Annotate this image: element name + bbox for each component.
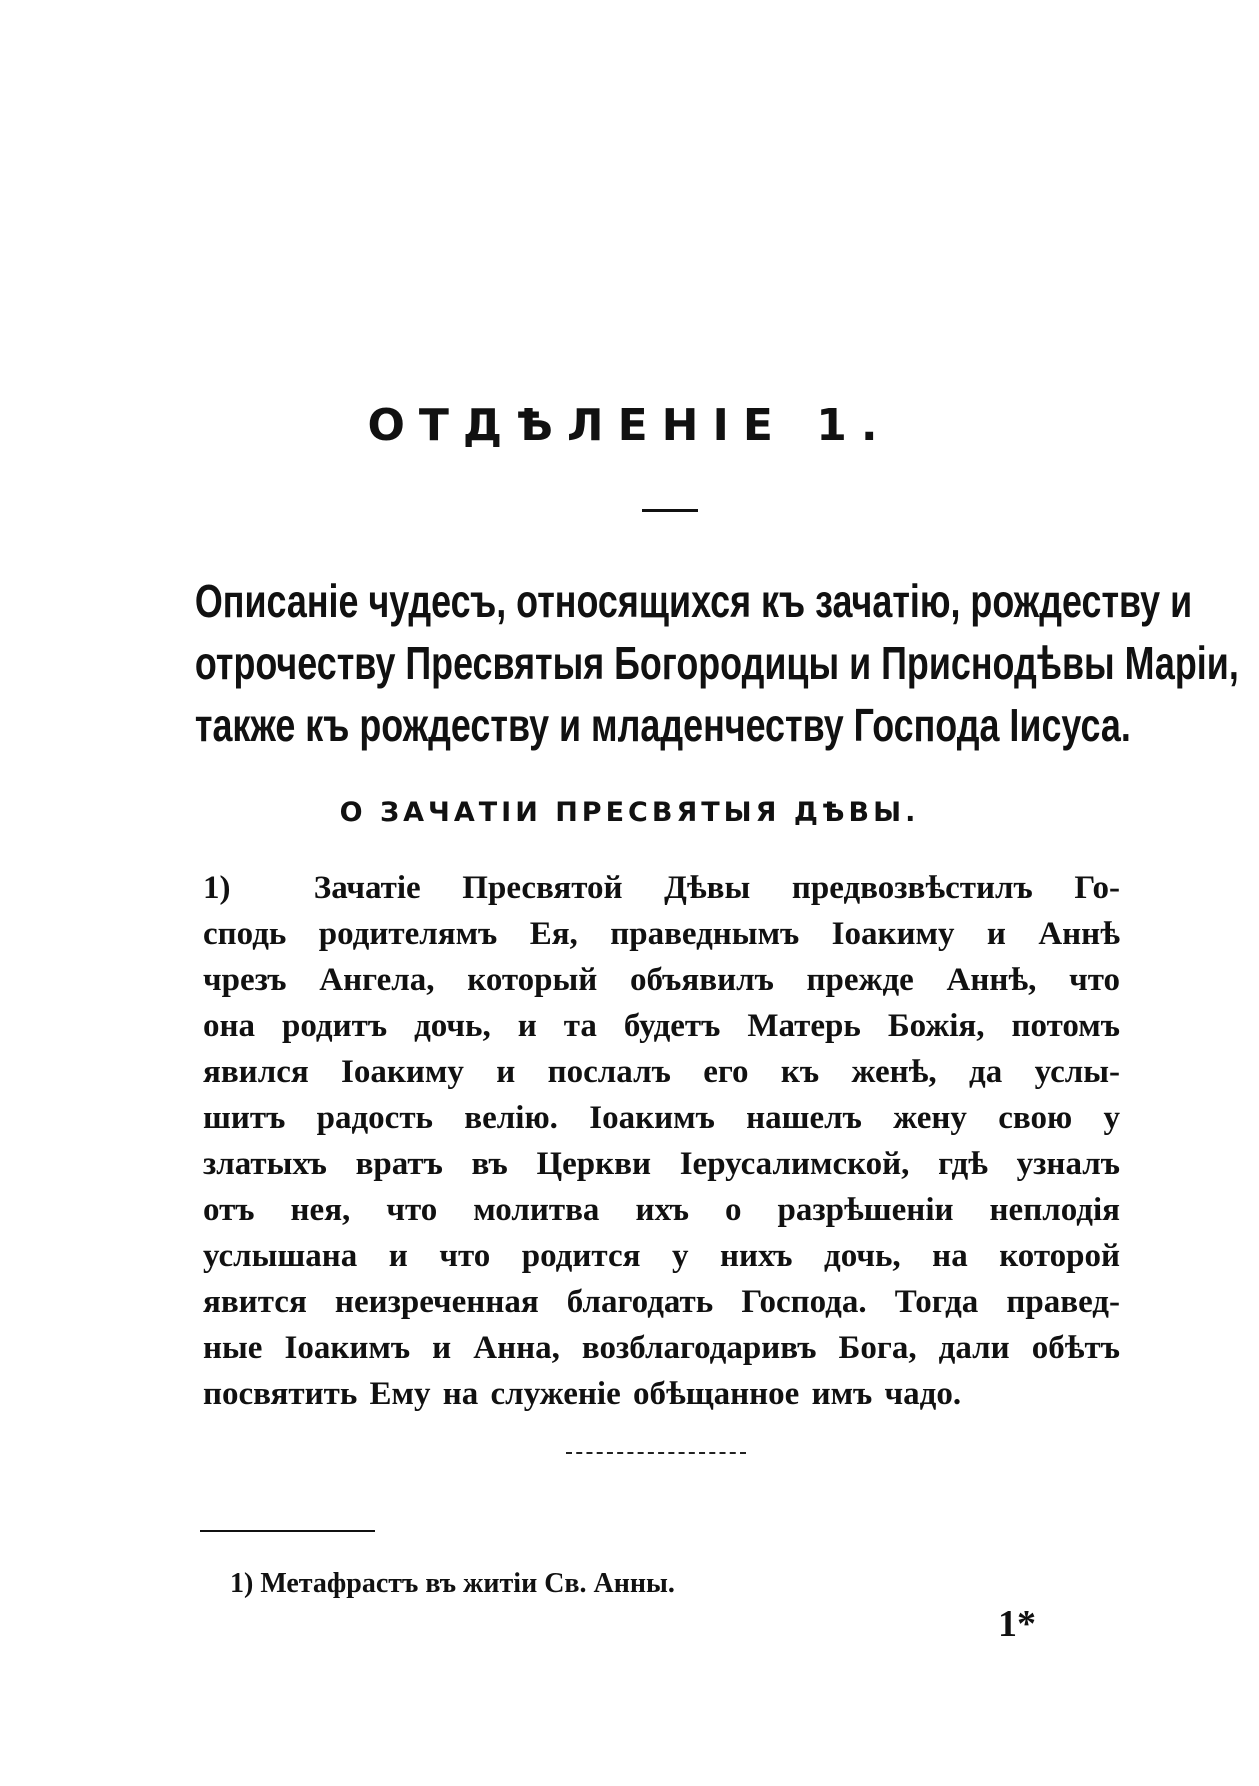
paragraph-line: явится неизреченная благодать Господа. Тогда правед- [203,1284,1120,1320]
footnote-rule [200,1530,375,1532]
paragraph-line: чрезъ Ангела, который объявилъ прежде Аннѣ, что [203,962,1120,998]
body-paragraph [203,865,1120,1417]
title-line: отрочеству Пресвятыя Богородицы и Приснодѣвы Маріи, [194,637,1239,689]
printer-signature: 1* [998,1603,1036,1645]
paragraph-line: отъ нея, что молитва ихъ о разрѣшеніи неплодія [203,1192,1120,1228]
section-heading: ОТДѢЛЕНІЕ 1. [367,400,892,451]
paragraph-line: услышана и что родится у нихъ дочь, на которой [203,1238,1120,1274]
paragraph-line: златыхъ вратъ въ Церкви Іерусалимской, гдѣ узналъ [203,1146,1120,1182]
paragraph-line: она родитъ дочь, и та будетъ Матерь Божія, потомъ [203,1008,1120,1044]
paragraph-line: посвятить Ему на служеніе обѣщанное имъ чадо. [203,1376,962,1412]
end-divider [566,1452,746,1454]
title-line: Описаніе чудесъ, относящихся къ зачатію, рождеству и [194,575,1193,627]
paragraph-line-text: Зачатіе Пресвятой Дѣвы предвозвѣстилъ Го- [313,870,1121,906]
title-line: также къ рождеству и младенчеству Господа Іисуса. [194,699,1131,751]
footnote: 1) Метафрастъ въ житіи Св. Анны. [230,1568,675,1599]
subheading: О ЗАЧАТІИ ПРЕСВЯТЫЯ ДѢВЫ. [339,797,920,828]
paragraph-line: ные Іоакимъ и Анна, возблагодаривъ Бога, дали обѣтъ [203,1330,1120,1366]
paragraph-line: сподь родителямъ Ея, праведнымъ Іоакиму и Аннѣ [203,916,1120,952]
main-title [194,570,1239,756]
title-divider [642,509,698,512]
footnote-marker: 1) [203,870,231,906]
paragraph-line: явился Іоакиму и послалъ его къ женѣ, да услы- [203,1054,1120,1090]
paragraph-line: шитъ радость велію. Іоакимъ нашелъ жену свою у [203,1100,1120,1136]
paragraph-line [203,865,1120,911]
